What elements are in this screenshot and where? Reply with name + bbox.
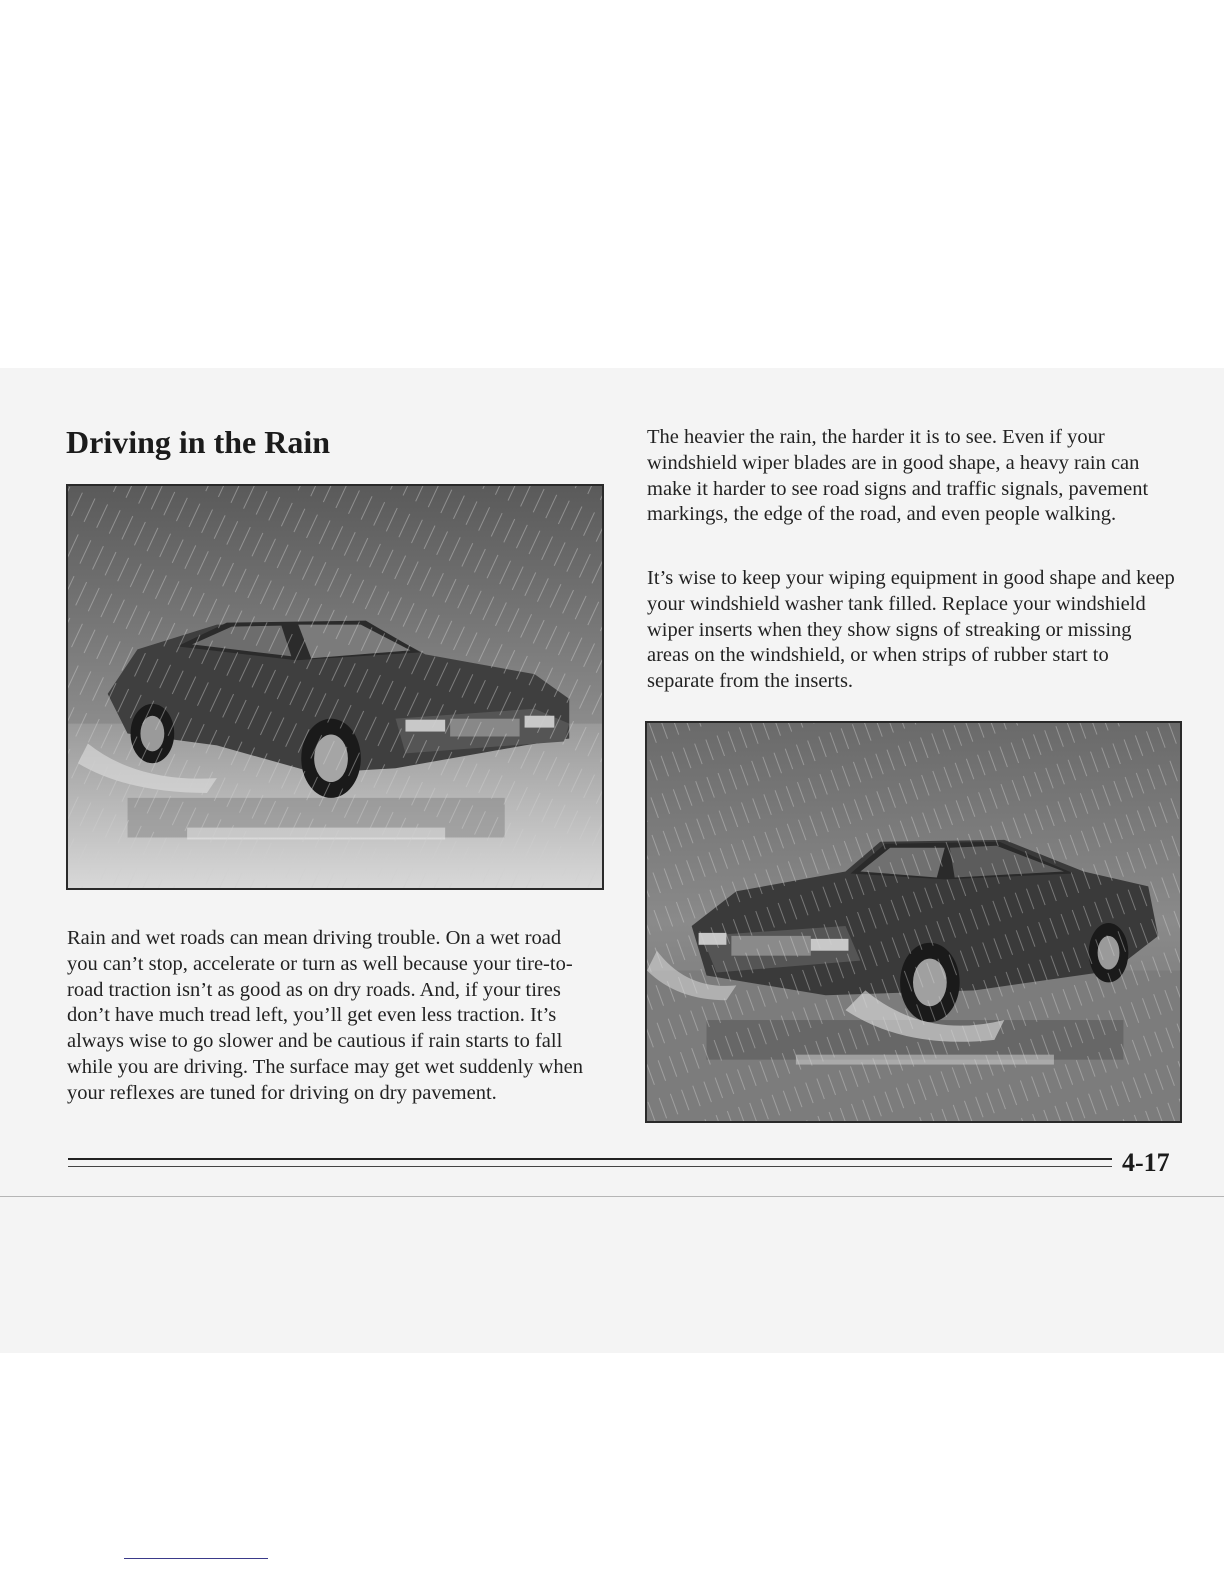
footer-rule-top xyxy=(68,1158,1112,1160)
footer-underline xyxy=(124,1558,268,1559)
scan-edge-line xyxy=(0,1196,1224,1197)
rain-car-illustration-1 xyxy=(66,484,604,890)
paragraph-rain-traction: Rain and wet roads can mean driving trouble. On a wet road you can’t stop, accelerate or turn as well because your tire-to-road traction isn’t as good as on dry roads. And, if your tires don’t have much tread left, you’ll get even less traction. It’s always wise to go slower and be cautious if rain starts to fall while you are driving. The surface may get wet suddenly when your reflexes are tuned for driving on dry pavement. xyxy=(67,927,583,1104)
paragraph-visibility: The heavier the rain, the harder it is to see. Even if your windshield wiper blades are in good shape, a heavy rain can make it harder to see road signs and traffic signals, pavement markings, the edge of the road, and even people walking. xyxy=(647,426,1149,526)
paragraph-wiper-maintenance: It’s wise to keep your wiping equipment in good shape and keep your windshield washer tank filled. Replace your windshield wiper inserts when they show signs of streaking or missing areas on the windshield, or when strips of rubber start to separate from the inserts. xyxy=(647,567,1175,693)
rain-car-illustration-2 xyxy=(645,721,1182,1123)
car-drawing xyxy=(68,486,602,888)
page-number: 4-17 xyxy=(1122,1148,1170,1177)
page-title: Driving in the Rain xyxy=(66,424,331,460)
car-drawing xyxy=(647,723,1180,1121)
footer-rule-bottom xyxy=(68,1166,1112,1167)
